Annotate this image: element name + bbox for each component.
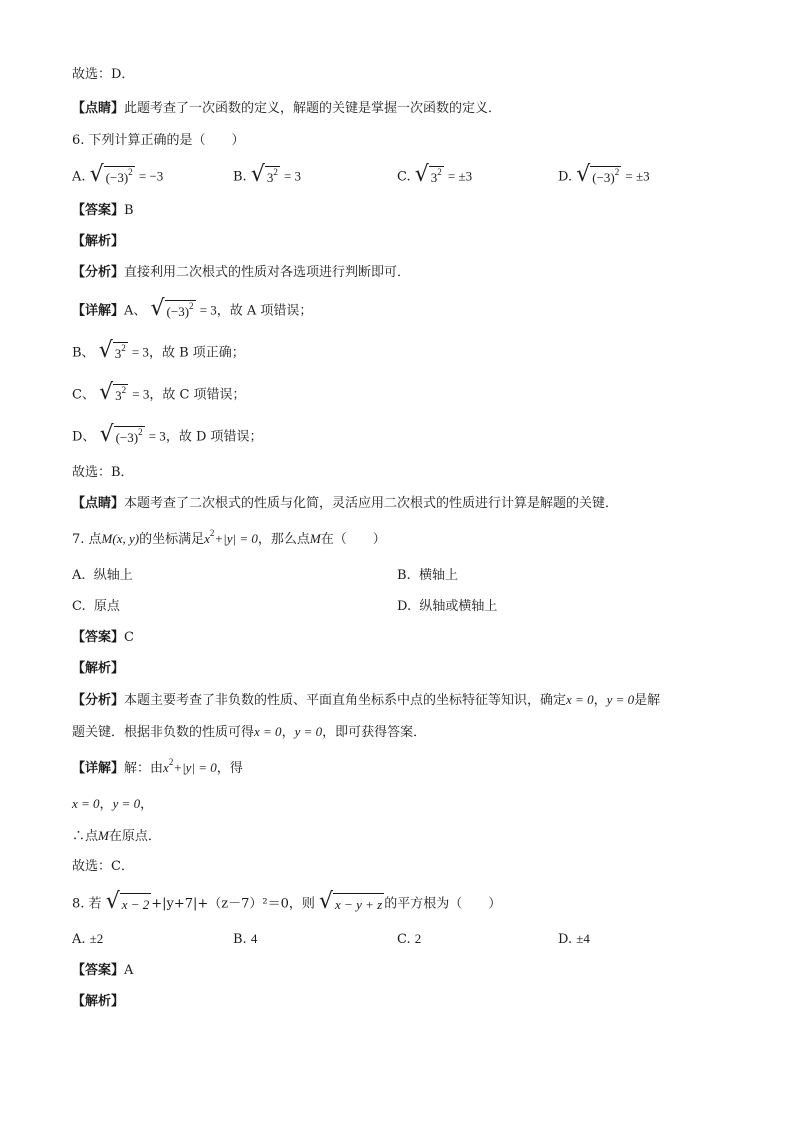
dianjing-q5 (72, 100, 501, 118)
answer-tag: 【答案】 (72, 203, 125, 218)
radical: √ $(-3)^2$ (89, 162, 133, 187)
q7-jiexi-tag: 【解析】 (72, 661, 125, 676)
q8-answer: 【答案】A (72, 963, 134, 978)
q7-option-b: B. 横轴上 (397, 568, 458, 583)
radical: √ $3^2$ (98, 338, 126, 363)
fenxi-tag: 【分析】 (72, 265, 125, 280)
radical: √ $3^2$ (99, 380, 127, 405)
q6-detail-b: B、 √ $3^2 = 3$，故 B 项正确； (72, 338, 245, 363)
q6-choice: 故选：B． (72, 465, 134, 480)
radical: √ $(-3)^2$ (576, 162, 620, 187)
q7-option-a: A. 纵轴上 (72, 568, 133, 583)
fenxi-text: 直接利用二次根式的性质对各选项进行判断即可． (124, 265, 411, 280)
q6-option-a (72, 162, 164, 188)
q7-xiangjie: 【详解】解：由$x^2+|y| = 0$，得 (72, 757, 243, 776)
q6-answer (72, 202, 134, 220)
q7-therefore: ∴点M在原点． (72, 828, 161, 844)
q6-detail-c: C、 √ $3^2 = 3$，故 C 项错误； (72, 380, 246, 405)
q7-answer: 【答案】C (72, 630, 134, 645)
option-rhs: = 3 (283, 168, 302, 184)
q7-option-d: D. 纵轴或横轴上 (397, 599, 498, 614)
q6-jiexi-tag: 【解析】 (72, 234, 125, 249)
option-letter: D. (558, 169, 573, 185)
radical: √ $3^2$ (414, 162, 442, 187)
option-letter: C. (397, 169, 411, 185)
q7-stem: 7. 点M(x, y)的坐标满足$x^2+|y| = 0$，那么点M在（ ） (72, 528, 386, 547)
q6-dianjing (72, 495, 618, 513)
q6-stem: 6. 下列计算正确的是（ ） (72, 133, 245, 148)
q7-fenxi-line2: 题关键．根据非负数的性质可得x = 0，y = 0，即可获得答案． (72, 724, 427, 740)
dianjing-text: 此题考查了一次函数的定义，解题的关键是掌握一次函数的定义． (124, 101, 502, 116)
option-letter: B. (233, 169, 247, 185)
radicand: $3^2$ (266, 167, 278, 185)
radicand: $(-3)^2$ (592, 167, 620, 185)
q7-fenxi-line1: 【分析】本题主要考查了非负数的性质、平面直角坐标系中点的坐标特征等知识，确定x = 0，y = 0是解 (72, 692, 661, 708)
option-letter: A. (72, 169, 86, 185)
q8-option-c: C. 2 (397, 931, 422, 947)
dianjing-text: 本题考查了二次根式的性质与化简，灵活应用二次根式的性质进行计算是解题的关键． (124, 496, 619, 511)
radicand: $3^2$ (430, 167, 442, 185)
q8-jiexi-tag: 【解析】 (72, 994, 125, 1009)
dianjing-tag: 【点睛】 (72, 496, 125, 511)
option-rhs: = −3 (138, 168, 164, 184)
radicand: $(-3)^2$ (105, 167, 133, 185)
radical: √ $3^2$ (250, 162, 278, 187)
q8-stem: 8. 若 √ x − 2 +|y+7|+（z－7）²＝0，则 √ x − y + z 的平方根为（ ） (72, 889, 502, 914)
answer-choice-q5: 故选：D． (72, 67, 135, 82)
q6-detail-a: 【详解】A、 √ $(-3)^2 = 3$，故 A 项错误； (72, 296, 313, 321)
option-rhs: = ±3 (447, 168, 473, 184)
q7-xy-result: x = 0，y = 0， (72, 796, 154, 812)
q6-option-b (233, 162, 302, 188)
q6-option-c (397, 162, 473, 188)
radical: √ x − 2 (105, 889, 150, 914)
radical: √ $(-3)^2$ (150, 296, 194, 321)
q6-option-d (558, 162, 650, 188)
q8-option-b: B. 4 (233, 931, 258, 947)
dianjing-tag: 【点睛】 (72, 101, 125, 116)
radical: √ $(-3)^2$ (99, 422, 143, 447)
answer-value: B (124, 203, 134, 218)
q7-option-c: C. 原点 (72, 599, 120, 614)
option-rhs: = ±3 (625, 168, 650, 184)
q8-option-d: D. ±4 (558, 931, 590, 947)
q7-choice: 故选：C． (72, 859, 134, 874)
radical: √ x − y + z (319, 889, 383, 914)
q6-fenxi (72, 264, 410, 282)
xiangjie-tag: 【详解】 (72, 303, 125, 319)
q8-option-a: A. ±2 (72, 931, 104, 947)
q6-detail-d: D、 √ $(-3)^2 = 3$，故 D 项错误； (72, 422, 263, 447)
